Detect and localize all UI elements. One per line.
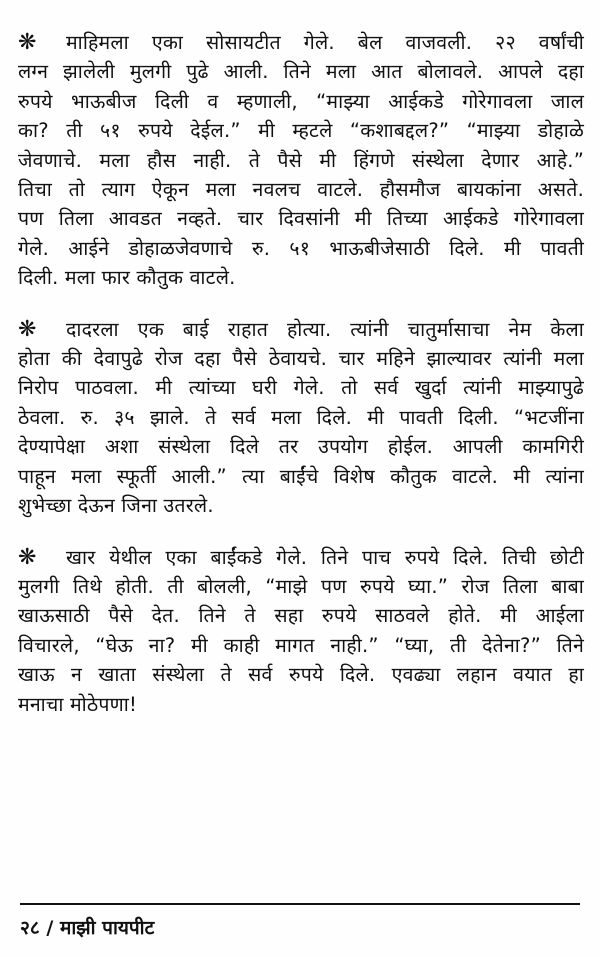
text-line: ❋ खार येथील एका बाईंकडे गेले. तिने पाच रुपये दिले. तिची छोटी: [18, 543, 584, 572]
text-line: खाऊसाठी पैसे देत. तिने ते सहा रुपये साठवले होते. मी आईला: [18, 604, 584, 628]
paragraph-3: [18, 543, 584, 719]
flower-bullet-icon: ❋: [18, 30, 37, 55]
text-line: शुभेच्छा देऊन जिना उतरले.: [18, 494, 214, 518]
text-line: ❋ दादरला एक बाई राहात होत्या. त्यांनी चातुर्मासाचा नेम केला: [18, 315, 584, 344]
text-line: का? ती ५१ रुपये देईल.” मी म्हटले “कशाबद्दल?” “माझ्या डोहाळे: [18, 119, 584, 143]
page-number: २८: [20, 917, 40, 939]
paragraph-1: [18, 28, 584, 293]
page-footer: [20, 915, 154, 941]
text-line: तिचा तो त्याग ऐकून मला नवलच वाटले. हौसमौज बायकांना असते.: [18, 178, 584, 202]
text-line: लग्न झालेली मुलगी पुढे आली. तिने मला आत बोलावले. आपले दहा: [18, 60, 584, 84]
text-line: खाऊ न खाता संस्थेला ते सर्व रुपये दिले. एवढ्या लहान वयात हा: [18, 663, 584, 687]
text-line: दिली. मला फार कौतुक वाटले.: [18, 266, 236, 290]
flower-bullet-icon: ❋: [18, 316, 37, 342]
paragraph-2: [18, 315, 584, 521]
text-line: मुलगी तिथे होती. ती बोलली, “माझे पण रुपये घ्या.” रोज तिला बाबा: [18, 574, 584, 598]
text-line: विचारले, “घेऊ ना? मी काही मागत नाही.” “घ्या, ती देतेना?” तिने: [18, 633, 584, 657]
text-line: ठेवला. रु. ३५ झाले. ते सर्व मला दिले. मी पावती दिली. “भटजींना: [18, 405, 584, 429]
book-title: माझी पायपीट: [59, 917, 155, 939]
text-line: पाहून मला स्फूर्ती आली.” त्या बाईंचे विशेष कौतुक वाटले. मी त्यांना: [18, 464, 584, 488]
text-line: रुपये भाऊबीज दिली व म्हणाली, “माझ्या आईकडे गोरेगावला जाल: [18, 89, 584, 113]
page-body: [18, 28, 584, 741]
text-line: पण तिला आवडत नव्हते. चार दिवसांनी मी तिच्या आईकडे गोरेगावला: [18, 207, 584, 231]
text-line: जेवणाचे. मला हौस नाही. ते पैसे मी हिंगणे संस्थेला देणार आहे.”: [18, 148, 584, 172]
footer-separator: /: [46, 917, 54, 939]
flower-bullet-icon: ❋: [18, 544, 37, 570]
text-line: ❋ माहिमला एका सोसायटीत गेले. बेल वाजवली. २२ वर्षांची: [18, 28, 584, 57]
text-line: निरोप पाठवला. मी त्यांच्या घरी गेले. तो सर्व खुर्दा त्यांनी माझ्यापुढे: [18, 376, 584, 400]
text-line: देण्यापेक्षा अशा संस्थेला दिले तर उपयोग होईल. आपली कामगिरी: [18, 435, 584, 459]
text-line: मनाचा मोठेपणा!: [18, 692, 138, 716]
text-line: होता की देवापुढे रोज दहा पैसे ठेवायचे. चार महिने झाल्यावर त्यांनी मला: [18, 347, 584, 371]
text-line: गेले. आईने डोहाळजेवणाचे रु. ५१ भाऊबीजेसाठी दिले. मी पावती: [18, 236, 584, 260]
footer-divider: [20, 903, 580, 905]
